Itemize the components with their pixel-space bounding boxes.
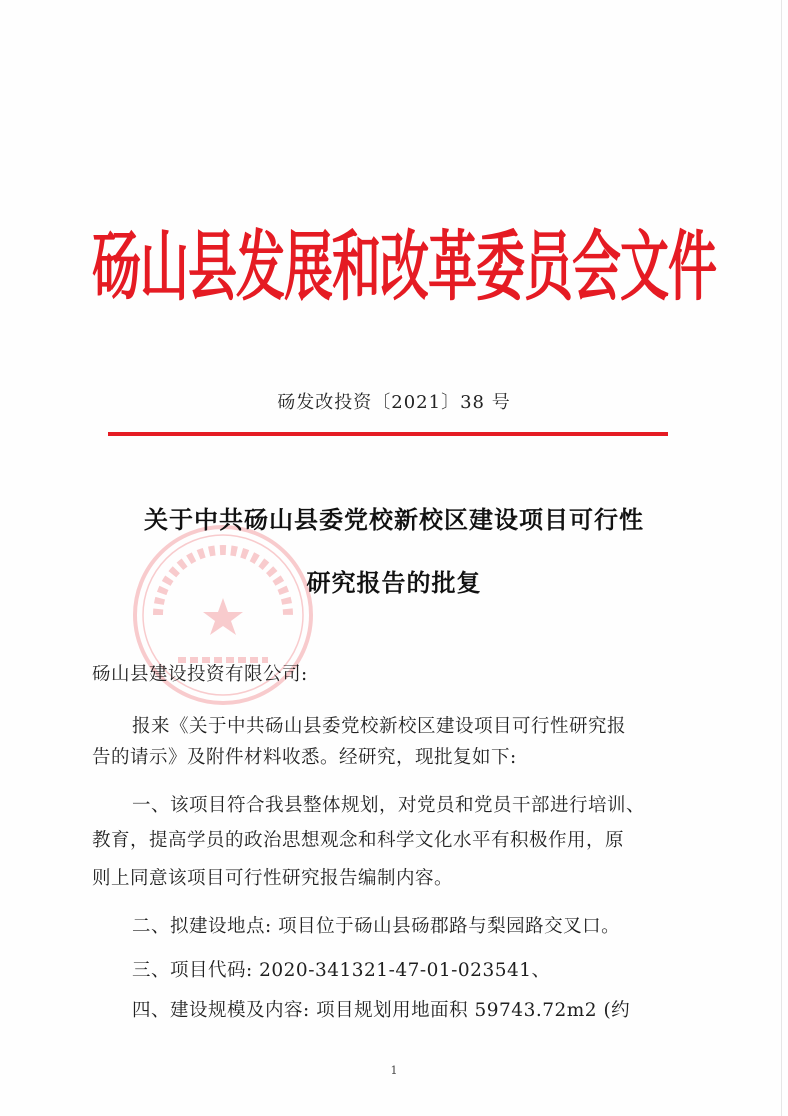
recipient-line: 砀山县建设投资有限公司: bbox=[92, 664, 308, 685]
body-line: 则上同意该项目可行性研究报告编制内容。 bbox=[92, 868, 454, 889]
red-divider-line bbox=[108, 432, 668, 436]
body-line: 四、建设规模及内容: 项目规划用地面积 59743.72m2 (约 bbox=[132, 1000, 631, 1021]
body-line: 三、项目代码: 2020-341321-47-01-023541、 bbox=[132, 960, 551, 981]
document-title-line-1: 关于中共砀山县委党校新校区建设项目可行性 bbox=[144, 506, 644, 534]
body-line: 二、拟建设地点: 项目位于砀山县砀郡路与梨园路交叉口。 bbox=[132, 916, 621, 937]
body-line: 报来《关于中共砀山县委党校新校区建设项目可行性研究报 bbox=[132, 716, 627, 737]
document-title-line-2: 研究报告的批复 bbox=[306, 569, 482, 597]
document-number: 砀发改投资〔2021〕38 号 bbox=[277, 392, 511, 413]
body-line: 告的请示》及附件材料收悉。经研究，现批复如下: bbox=[92, 747, 517, 768]
scan-edge-line bbox=[781, 0, 782, 1116]
body-line: 一、该项目符合我县整体规划，对党员和党员干部进行培训、 bbox=[132, 795, 646, 816]
issuer-header-title: 砀山县发展和改革委员会文件 bbox=[92, 223, 717, 312]
page-number: 1 bbox=[390, 1064, 398, 1077]
body-line: 教育，提高学员的政治思想观念和科学文化水平有积极作用，原 bbox=[92, 830, 625, 851]
